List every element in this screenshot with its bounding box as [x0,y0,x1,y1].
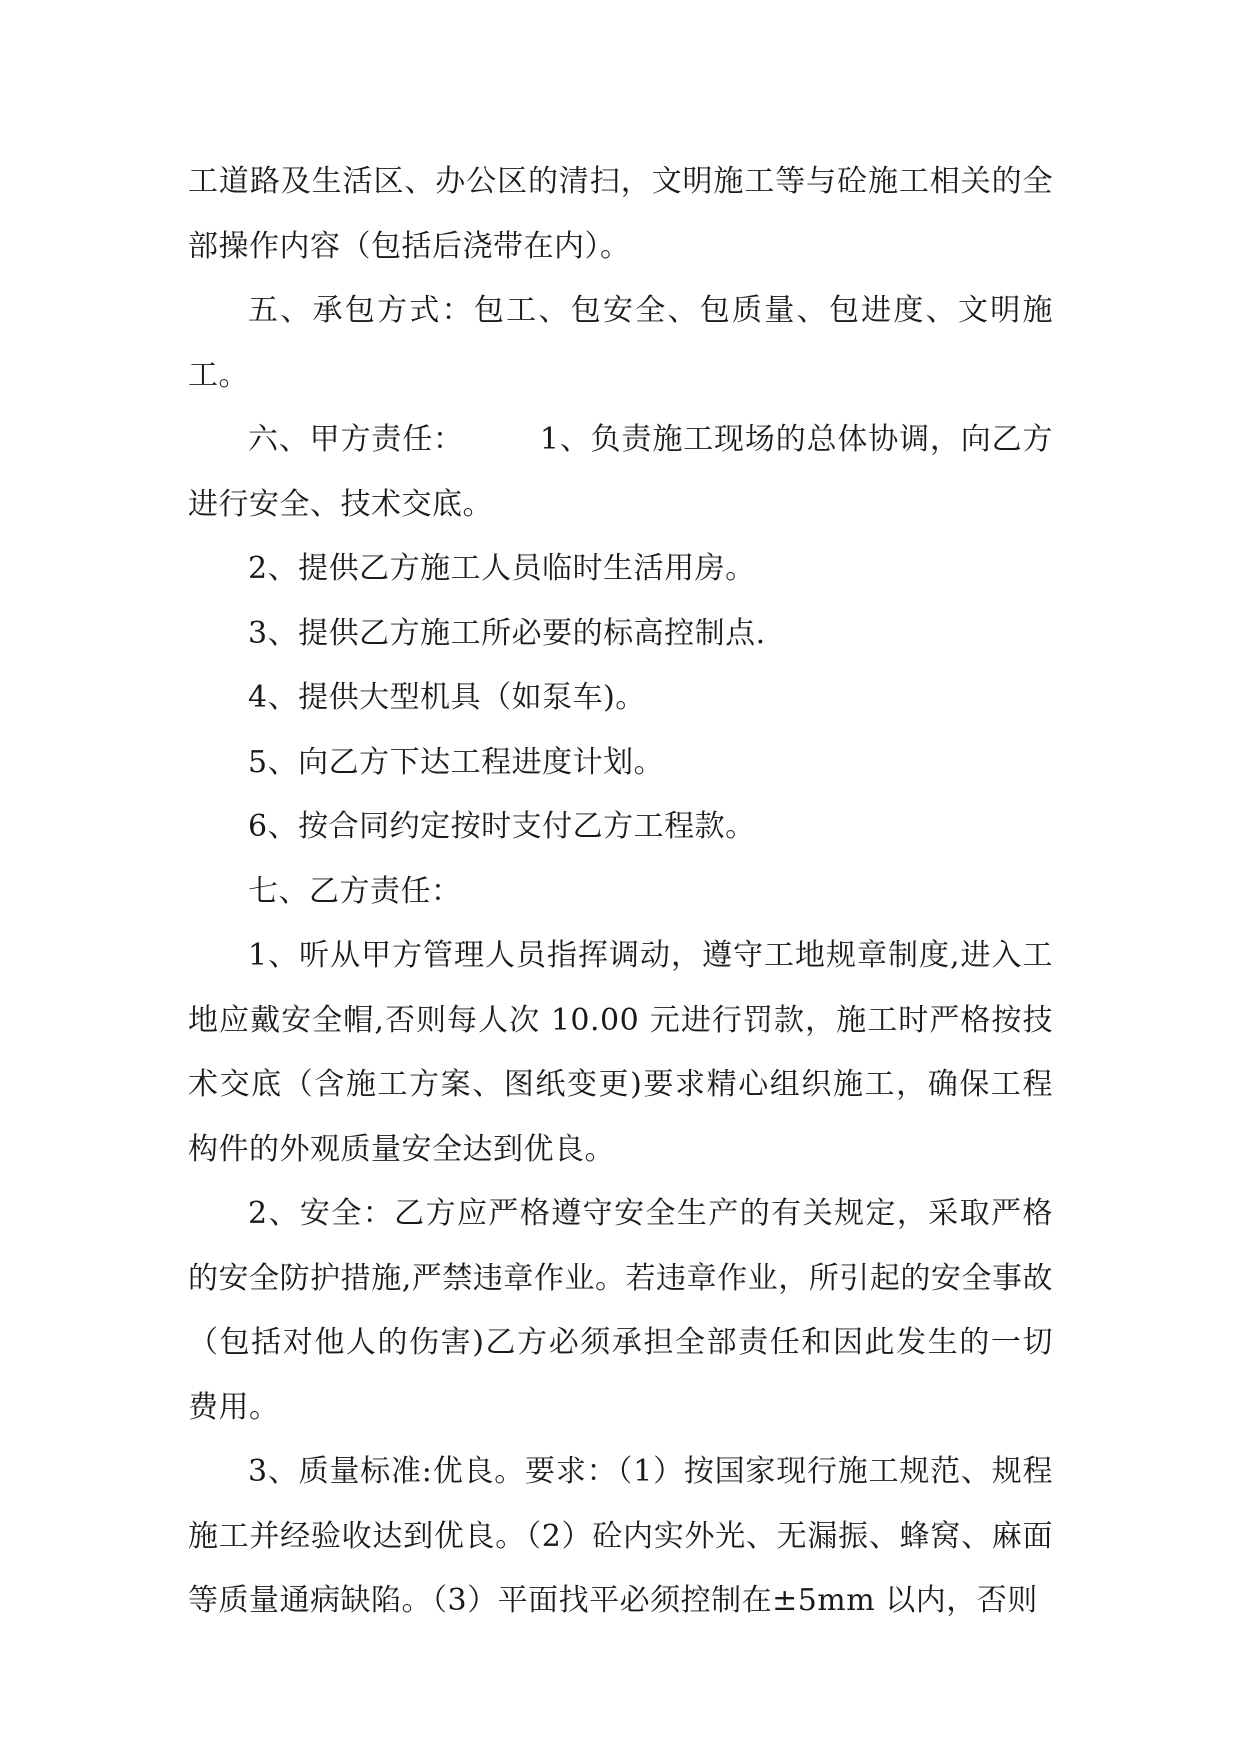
party-b-item-3: 3、质量标准:优良。要求：（1）按国家现行施工规范、规程施工并经验收达到优良。（2）砼内实外光、无漏振、蜂窝、麻面等质量通病缺陷。（3）平面找平必须控制在±5mm 以内，否则 [188,1454,1053,1618]
document-body [188,150,1053,1634]
paragraph-scope-continuation: 工道路及生活区、办公区的清扫，文明施工等与砼施工相关的全部操作内容（包括后浇带在内）。 [188,164,1053,264]
party-a-item-3: 3、提供乙方施工所必要的标高控制点. [248,615,766,651]
party-a-item-2: 2、提供乙方施工人员临时生活用房。 [248,551,756,586]
party-a-item-1: 1、负责施工现场的总体协调，向乙方进行安全、技术交底。 [188,422,1053,522]
party-b-item-2: 2、安全：乙方应严格遵守安全生产的有关规定，采取严格的安全防护措施,严禁违章作业。若违章作业，所引起的安全事故（包括对他人的伤害)乙方必须承担全部责任和因此发生的一切费用。 [188,1196,1053,1425]
paragraph-party-a-responsibilities [188,408,1053,537]
heading-party-b: 七、乙方责任： [248,873,462,909]
paragraph-contract-method: 五、承包方式：包工、包安全、包质量、包进度、文明施工。 [188,293,1053,393]
party-a-item-6: 6、按合同约定按时支付乙方工程款。 [248,809,756,844]
party-b-item-1: 1、听从甲方管理人员指挥调动，遵守工地规章制度,进入工地应戴安全帽,否则每人次 10.00 元进行罚款，施工时严格按技术交底（含施工方案、图纸变更)要求精心组织施工，确保工程构件的外观质量安全达到优良。 [188,938,1053,1167]
party-a-item-5: 5、向乙方下达工程进度计划。 [248,744,665,780]
party-a-item-4: 4、提供大型机具（如泵车)。 [248,680,646,715]
heading-party-a: 六、甲方责任： [248,422,464,457]
